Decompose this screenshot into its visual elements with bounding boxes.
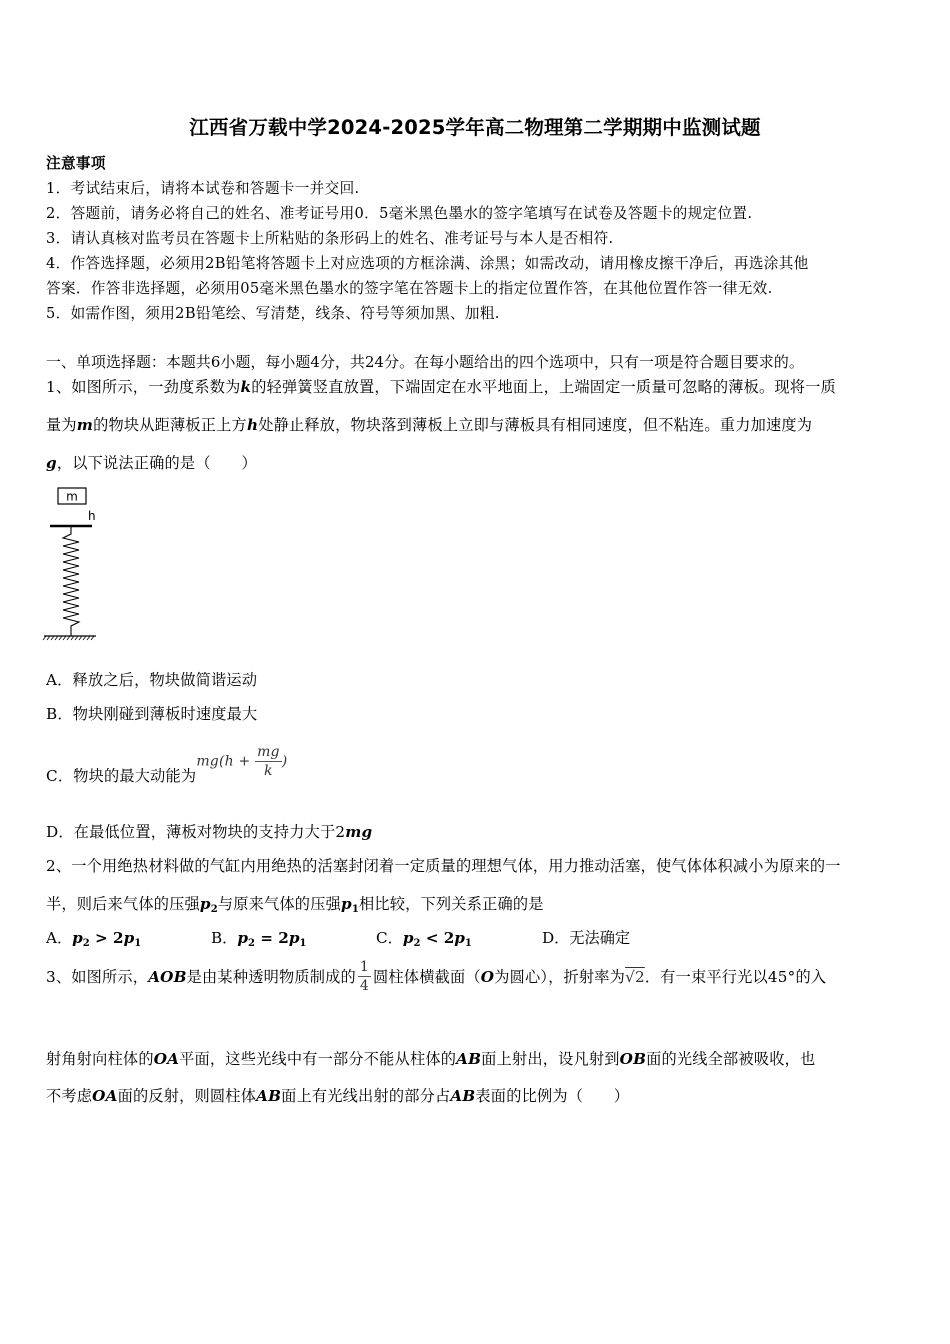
- note-item: 3．请认真核对监考员在答题卡上所粘贴的条形码上的姓名、准考证号与本人是否相符.: [46, 230, 614, 247]
- q2-option-b: B．$p_2 = 2p_1$: [211, 929, 307, 949]
- q1-line-3: g，以下说法正确的是（ ）: [46, 454, 257, 472]
- q3-line-3: 不考虑OA面的反射，则圆柱体AB面上有光线出射的部分占AB表面的比例为（ ）: [46, 1087, 630, 1105]
- q1-line-2: 量为m的物块从距薄板正上方h处静止释放，物块落到薄板上立即与薄板具有相同速度，但不粘连。重力加速度为: [46, 416, 813, 434]
- kinetic-energy-formula: mg(h + $\frac{mg}{k}$ ): [196, 744, 288, 779]
- q3-line-2: 射角射向柱体的OA平面，这些光线中有一部分不能从柱体的AB面上射出，设凡射到OB面的光线全部被吸收，也: [46, 1050, 816, 1068]
- spring-coil: [63, 526, 79, 636]
- note-item: 5．如需作图，须用2B铅笔绘、写清楚，线条、符号等须加黑、加粗.: [46, 305, 500, 322]
- note-item: 4．作答选择题，必须用2B铅笔将答题卡上对应选项的方框涂满、涂黑；如需改动，请用橡皮擦干净后，再选涂其他: [46, 255, 809, 272]
- section-heading: 一、单项选择题：本题共6小题，每小题4分，共24分。在每小题给出的四个选项中，只有一项是符合题目要求的。: [46, 353, 804, 371]
- note-item: 2．答题前，请务必将自己的姓名、准考证号用0．5毫米黑色墨水的签字笔填写在试卷及答题卡的规定位置.: [46, 205, 753, 222]
- q1-option-b: B．物块刚碰到薄板时速度最大: [46, 705, 258, 723]
- q1-option-c: C．物块的最大动能为mg(h + $\frac{mg}{k}$ ): [46, 744, 288, 785]
- q2-option-a: A．$p_2 > 2p_1$: [46, 929, 142, 949]
- page-title: 江西省万载中学2024-2025学年高二物理第二学期期中监测试题: [189, 116, 761, 139]
- notes-heading: 注意事项: [46, 155, 106, 172]
- note-item: 答案．作答非选择题，必须用05毫米黑色墨水的签字笔在答题卡上的指定位置作答，在其他位置作答一律无效.: [46, 280, 773, 297]
- spring-figure: [40, 484, 110, 644]
- q2-option-d: D．无法确定: [542, 929, 631, 947]
- height-label: h: [88, 509, 96, 523]
- q1-option-d: D．在最低位置，薄板对物块的支持力大于2mg: [46, 823, 373, 841]
- q1-line-1: 1、如图所示，一劲度系数为k的轻弹簧竖直放置，下端固定在水平地面上，上端固定一质量可忽略的薄板。现将一质: [46, 378, 836, 396]
- sqrt-two: √2: [625, 967, 645, 986]
- block-label: m: [66, 489, 78, 504]
- q1-option-a: A．释放之后，物块做简谐运动: [46, 671, 258, 689]
- quarter-fraction: $\frac{1}{4}$: [359, 959, 370, 994]
- q2-option-c: C．$p_2 < 2p_1$: [376, 929, 472, 949]
- note-item: 1．考试结束后，请将本试卷和答题卡一并交回.: [46, 180, 360, 197]
- q3-line-1: 3、如图所示，AOB是由某种透明物质制成的 $\frac{1}{4}$ 圆柱体横截面（O为圆心），折射率为√2．有一束平行光以45°的入: [46, 959, 827, 994]
- q2-line-1: 2、一个用绝热材料做的气缸内用绝热的活塞封闭着一定质量的理想气体，用力推动活塞，使气体体积减小为原来的一: [46, 857, 841, 875]
- q2-line-2: 半，则后来气体的压强$p_2$与原来气体的压强$p_1$相比较，下列关系正确的是: [46, 895, 544, 915]
